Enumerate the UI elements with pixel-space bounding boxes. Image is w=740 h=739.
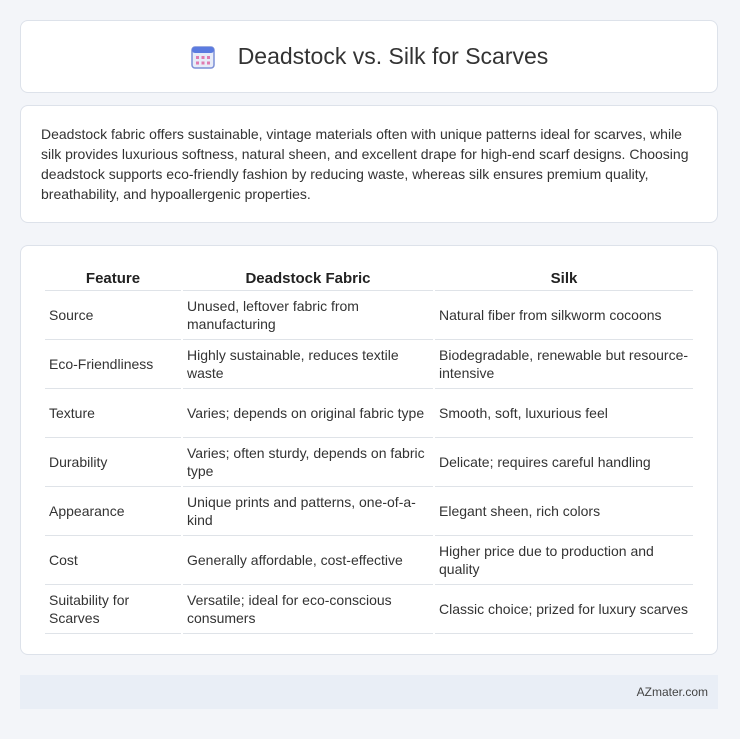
silk-cell: Elegant sheen, rich colors xyxy=(435,487,693,536)
intro-text: Deadstock fabric offers sustainable, vintage materials often with unique patterns ideal for scarves, while silk provides luxurious softness, natural sheen, and excellent drape for high-end scarf designs. Choosing deadstock supports eco-friendly fashion by reducing waste, whereas silk ensures premium quality, breathability, and hypoallergenic properties. xyxy=(41,126,689,202)
table-row xyxy=(45,585,693,634)
comparison-table xyxy=(43,266,695,634)
header-feature: Feature xyxy=(45,266,181,291)
feature-cell: Appearance xyxy=(45,487,181,536)
deadstock-cell: Generally affordable, cost-effective xyxy=(183,536,433,585)
intro-card xyxy=(20,105,718,223)
silk-cell: Smooth, soft, luxurious feel xyxy=(435,389,693,438)
feature-cell: Cost xyxy=(45,536,181,585)
header-deadstock: Deadstock Fabric xyxy=(183,266,433,291)
comparison-card xyxy=(20,245,718,655)
deadstock-cell: Unique prints and patterns, one-of-a-kind xyxy=(183,487,433,536)
silk-cell: Higher price due to production and quality xyxy=(435,536,693,585)
deadstock-cell: Versatile; ideal for eco-conscious consumers xyxy=(183,585,433,634)
feature-cell: Durability xyxy=(45,438,181,487)
title-card xyxy=(20,20,718,93)
footer xyxy=(20,675,718,709)
feature-cell: Eco-Friendliness xyxy=(45,340,181,389)
deadstock-cell: Varies; often sturdy, depends on fabric type xyxy=(183,438,433,487)
table-row xyxy=(45,291,693,340)
table-row xyxy=(45,438,693,487)
deadstock-cell: Varies; depends on original fabric type xyxy=(183,389,433,438)
silk-cell: Delicate; requires careful handling xyxy=(435,438,693,487)
table-row xyxy=(45,536,693,585)
table-header-row xyxy=(45,266,693,291)
footer-brand: AZmater.com xyxy=(636,685,708,699)
table-row xyxy=(45,340,693,389)
feature-cell: Source xyxy=(45,291,181,340)
silk-cell: Biodegradable, renewable but resource-intensive xyxy=(435,340,693,389)
deadstock-cell: Highly sustainable, reduces textile waste xyxy=(183,340,433,389)
calendar-icon xyxy=(190,44,216,70)
table-row xyxy=(45,487,693,536)
table-row xyxy=(45,389,693,438)
feature-cell: Suitability for Scarves xyxy=(45,585,181,634)
silk-cell: Natural fiber from silkworm cocoons xyxy=(435,291,693,340)
header-silk: Silk xyxy=(435,266,693,291)
page-title: Deadstock vs. Silk for Scarves xyxy=(237,43,549,69)
feature-cell: Texture xyxy=(45,389,181,438)
deadstock-cell: Unused, leftover fabric from manufacturing xyxy=(183,291,433,340)
silk-cell: Classic choice; prized for luxury scarves xyxy=(435,585,693,634)
